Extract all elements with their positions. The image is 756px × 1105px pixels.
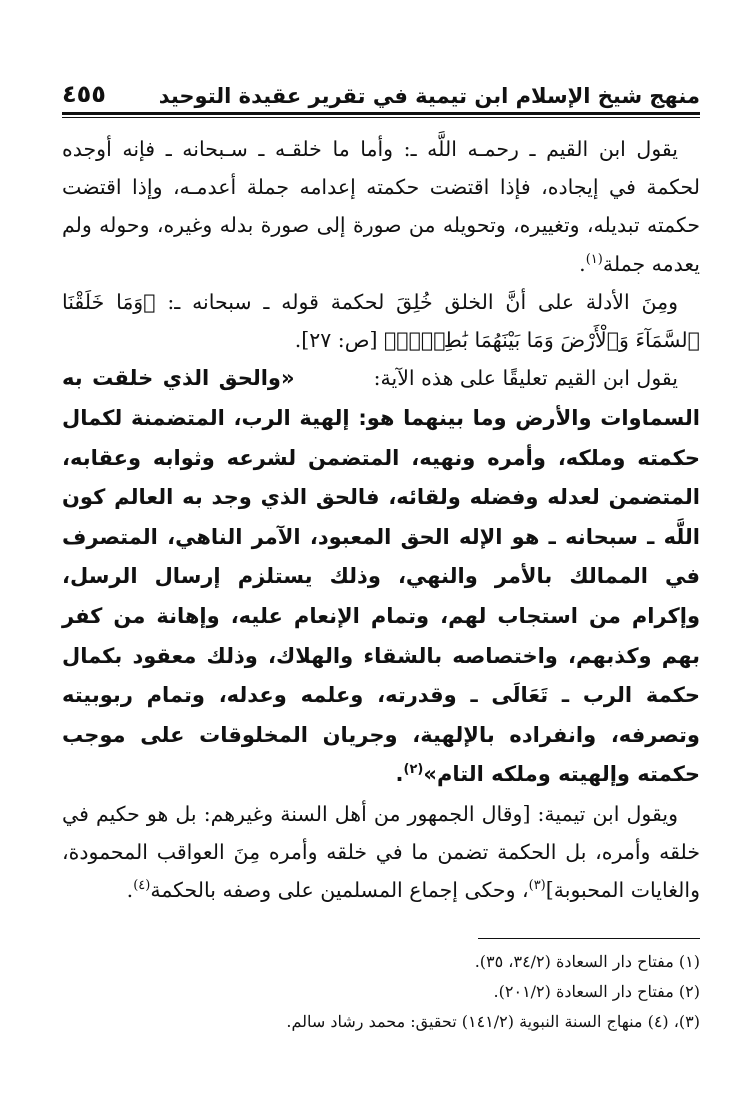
page-number: ٤٥٥ xyxy=(62,80,106,108)
footnote-3-4: (٣)، (٤) منهاج السنة النبوية (١٤١/٢) تحقيق: محمد رشاد سالم. xyxy=(286,1012,700,1032)
header-rule-thin xyxy=(62,117,700,118)
paragraph-evidence-verse: ومِنَ الأدلة على أنَّ الخلق خُلِقَ لحكمة قوله ـ سبحانه ـ: ﴿وَمَا خَلَقْنَا ٱلسَّمَآءَ وَٱلْأَرْضَ وَمَا بَيْنَهُمَا بَٰطِلًاۚ﴾ [ص: ٢٧]. xyxy=(62,289,700,353)
footnote-ref: (٤) xyxy=(133,878,151,894)
footnote-separator xyxy=(478,938,700,940)
main-text xyxy=(62,130,700,910)
header-rule xyxy=(62,112,700,115)
paragraph-quotation: «والحق الذي خلقت به السماوات والأرض وما بينهما هو: إلهية الرب، المتضمنة لكمال حكمته وملكه، وأمره ونهيه، المتضمن لشرعه وثوابه وعقابه، المتضمن لعدله وفضله ولقائه، فالحق الذي وجد به العالم كون اللَّه ـ سبحانه ـ هو الإله الحق المعبود، الآمر الناهي، المتصرف في الممالك بالأمر والنهي، وذلك يستلزم إرسال الرسل، وإكرام من استجاب لهم، وتمام الإنعام عليه، وإهانة من كفر بهم وكذبهم، واختصاصه بالشقاء والهلاك، وذلك معقود بكمال حكمة الرب ـ تَعَالَى ـ وقدرته، وعلمه وعدله، وتمام ربوبيته وتصرفه، وانفراده بالإلهية، وجريان المخلوقات على موجب حكمته وإلهيته وملكه التام»$^{(٢)}$. xyxy=(62,366,700,787)
paragraph-ibn-qayyim-commentary-intro: يقول ابن القيم تعليقًا على هذه الآية: xyxy=(373,366,678,391)
running-title: منهج شيخ الإسلام ابن تيمية في تقرير عقيدة التوحيد xyxy=(158,84,700,108)
footnote-1: (١) مفتاح دار السعادة (٣٤/٢، ٣٥). xyxy=(474,952,700,972)
paragraph-ibn-taymiyyah: ويقول ابن تيمية: [وقال الجمهور من أهل السنة وغيرهم: بل هو حكيم في خلقه وأمره، بل الحكمة تضمن ما في خلقه وأمره مِنَ العواقب المحمودة، والغايات المحبوبة]$^{(٣)}$، وحكى إجماع المسلمين على وصفه بالحكمة$^{(٤)}$. xyxy=(62,801,700,903)
footnotes xyxy=(62,947,700,1037)
paragraph-ibn-qayyim-creation: يقول ابن القيم ـ رحمـه اللَّه ـ: وأما ما خلقـه ـ سـبحانه ـ فإنه أوجده لحكمة في إيجاده، فإذا اقتضت حكمته إعدامه جملة أعدمـه، وإذا اقتضت حكمته تبديله، وتغييره، وتحويله من صورة إلى صورة بدله وغيره، وحوله ولم يعدمه جملة$^{(١)}$. xyxy=(62,137,700,276)
running-header xyxy=(62,70,700,108)
footnote-ref: (٢) xyxy=(403,762,424,778)
footnote-2: (٢) مفتاح دار السعادة (٢٠١/٢). xyxy=(493,982,700,1002)
footnote-ref: (١) xyxy=(585,251,603,267)
footnote-ref: (٣) xyxy=(528,878,546,894)
book-page xyxy=(62,70,700,1037)
